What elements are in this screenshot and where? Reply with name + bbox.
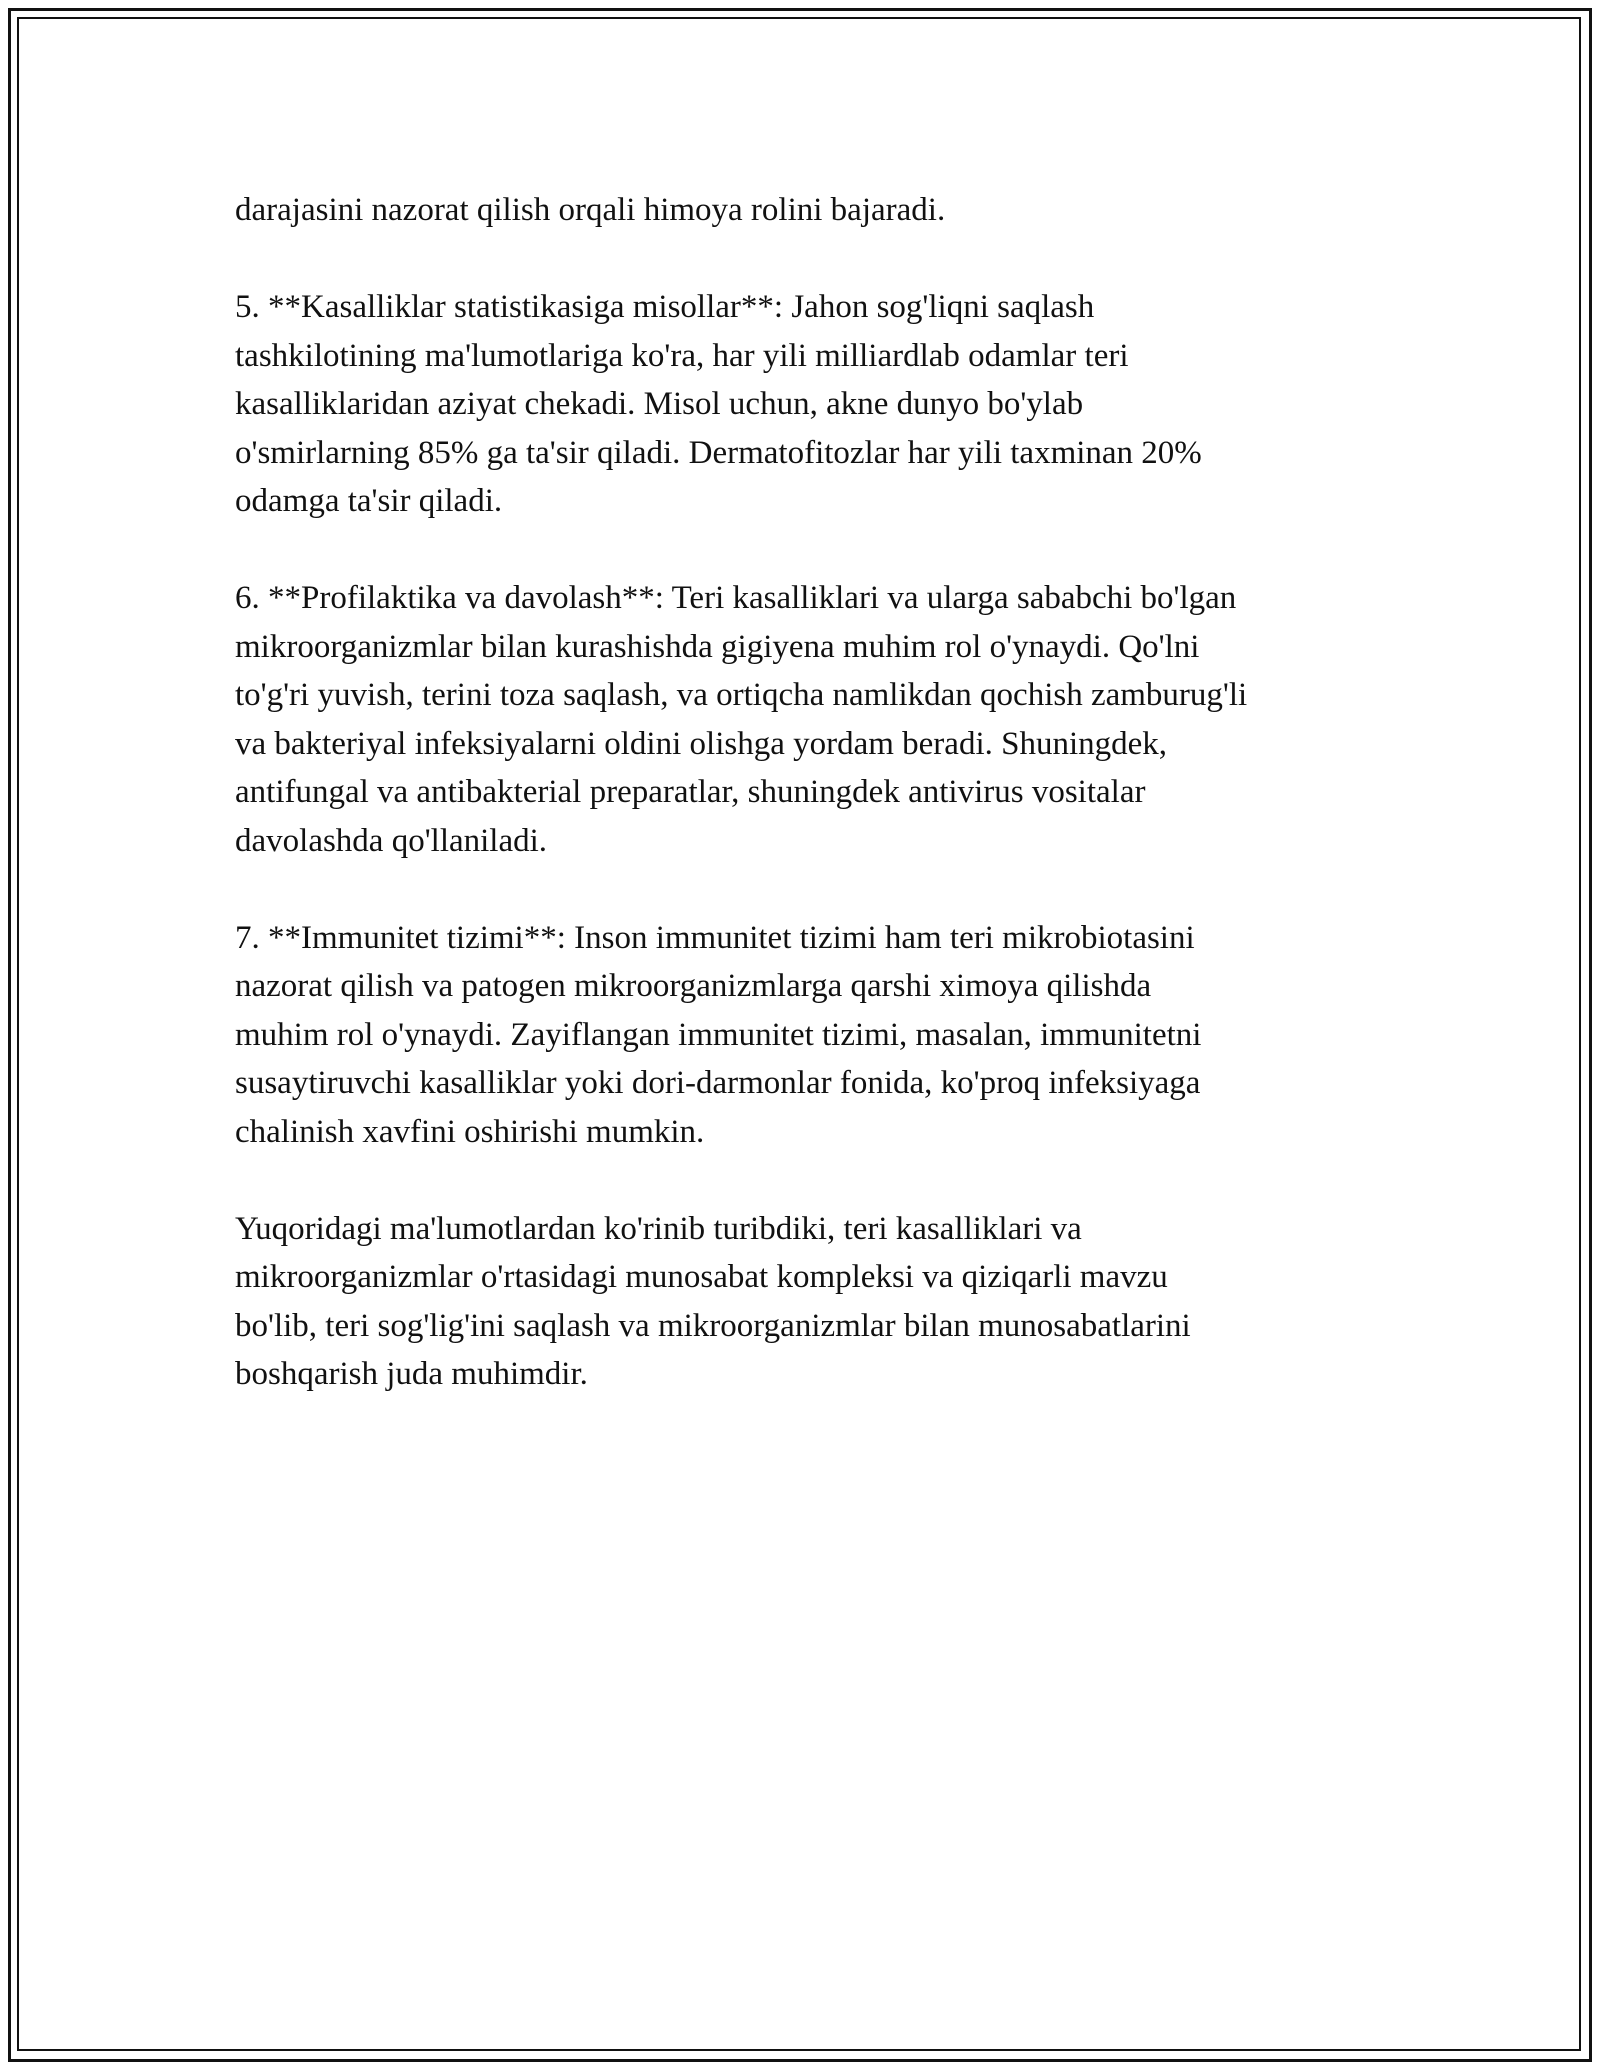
text-line: o'smirlarning 85% ga ta'sir qiladi. Dermatofitozlar har yili taxminan 20% <box>235 434 1202 471</box>
text-line: tashkilotining ma'lumotlariga ko'ra, har yili milliardlab odamlar teri <box>235 337 1129 374</box>
text-line: susaytiruvchi kasalliklar yoki dori-darmonlar fonida, ko'proq infeksiyaga <box>235 1065 1201 1101</box>
text-line: chalinish xavfini oshirishi mumkin. <box>235 1113 705 1150</box>
text-line: Yuqoridagi ma'lumotlardan ko'rinib turibdiki, teri kasalliklari va <box>235 1210 1082 1247</box>
text-line: mikroorganizmlar o'rtasidagi munosabat kompleksi va qiziqarli mavzu <box>235 1259 1168 1295</box>
text-line: mikroorganizmlar bilan kurashishda gigiyena muhim rol o'ynaydi. Qo'lni <box>235 628 1200 665</box>
text-line: antifungal va antibakterial preparatlar, shuningdek antivirus vositalar <box>235 774 1146 810</box>
paragraph-prevention-treatment <box>235 574 1375 865</box>
text-line: boshqarish juda muhimdir. <box>235 1356 588 1392</box>
text-line: 6. **Profilaktika va davolash**: Teri kasalliklari va ularga sababchi bo'lgan <box>235 580 1237 616</box>
paragraph-disease-statistics <box>235 283 1375 526</box>
text-line: 5. **Kasalliklar statistikasiga misollar**: Jahon sog'liqni saqlash <box>235 289 1095 325</box>
text-line: nazorat qilish va patogen mikroorganizmlarga qarshi ximoya qilishda <box>235 968 1152 1004</box>
text-line: odamga ta'sir qiladi. <box>235 483 503 519</box>
paragraph-immune-system <box>235 914 1375 1157</box>
text-line: davolashda qo'llaniladi. <box>235 822 548 859</box>
text-line: kasalliklaridan aziyat chekadi. Misol uchun, akne dunyo bo'ylab <box>235 386 1084 422</box>
text-line: 7. **Immunitet tizimi**: Inson immunitet tizimi ham teri mikrobiotasini <box>235 919 1195 956</box>
document-body <box>235 186 1375 1447</box>
text-line: va bakteriyal infeksiyalarni oldini olishga yordam beradi. Shuningdek, <box>235 725 1168 762</box>
text-line: darajasini nazorat qilish orqali himoya rolini bajaradi. <box>235 192 946 228</box>
text-line: to'g'ri yuvish, terini toza saqlash, va ortiqcha namlikdan qochish zamburug'li <box>235 677 1248 713</box>
text-line: bo'lib, teri sog'lig'ini saqlash va mikroorganizmlar bilan munosabatlarini <box>235 1307 1191 1344</box>
paragraph-conclusion <box>235 1205 1375 1399</box>
text-line: muhim rol o'ynaydi. Zayiflangan immunitet tizimi, masalan, immunitetni <box>235 1016 1202 1053</box>
paragraph-continuation <box>235 186 1375 235</box>
